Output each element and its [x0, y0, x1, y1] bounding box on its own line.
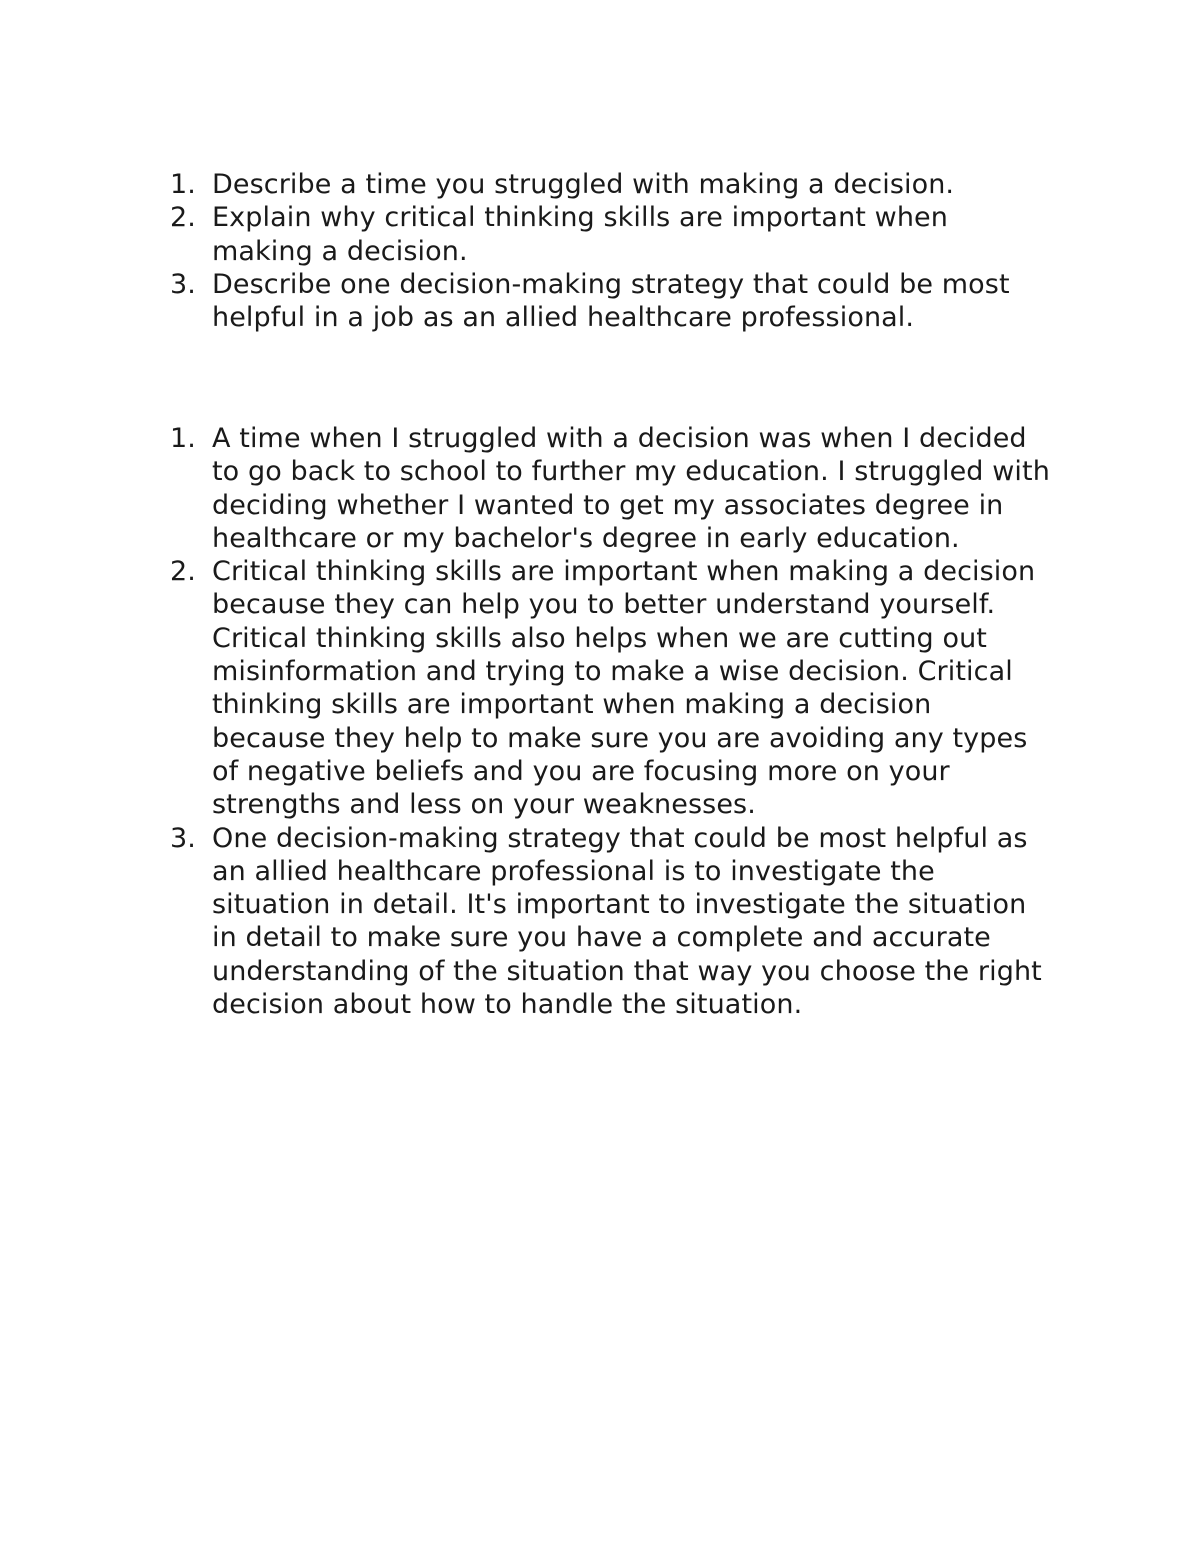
answer-text: Critical thinking skills are important when making a decision because they can help you to better understand yourself. Critical thinking skills also helps when we are cutting out misinformation and trying to make a wise decision. Critical thinking skills are important when making a decision because they help to make sure you are avoiding any types of negative beliefs and you are focusing more on your strengths and less on your weaknesses.	[212, 556, 1036, 821]
questions-list	[170, 168, 1050, 334]
list-number: 2.	[170, 556, 196, 588]
list-number: 1.	[170, 423, 196, 454]
question-item	[170, 268, 1050, 335]
answer-item	[170, 422, 1050, 555]
question-text: Explain why critical thinking skills are important when making a decision.	[212, 202, 948, 267]
answer-text: A time when I struggled with a decision was when I decided to go back to school to further my education. I struggled with deciding whether I wanted to get my associates degree in healthcare or my bachelor's degree in early education.	[212, 423, 1050, 554]
list-number: 3.	[170, 268, 196, 300]
question-item	[170, 201, 1050, 268]
answer-item	[170, 822, 1050, 1022]
answer-item	[170, 555, 1050, 821]
question-text: Describe one decision-making strategy that could be most helpful in a job as an allied healthcare professional.	[212, 268, 1010, 334]
list-number: 3.	[170, 822, 196, 854]
question-text: Describe a time you struggled with making a decision.	[212, 169, 955, 200]
answer-text: One decision-making strategy that could be most helpful as an allied healthcare professional is to investigate the situation in detail. It's important to investigate the situation in detail to make sure you have a complete and accurate understanding of the situation that way you choose the right decision about how to handle the situation.	[212, 822, 1042, 1021]
list-number: 1.	[170, 169, 196, 200]
list-number: 2.	[170, 202, 196, 234]
answers-list	[170, 422, 1050, 1021]
question-item	[170, 168, 1050, 201]
